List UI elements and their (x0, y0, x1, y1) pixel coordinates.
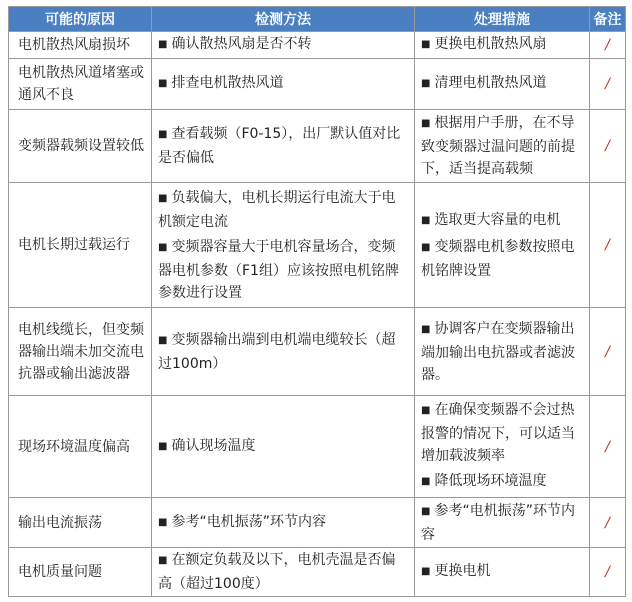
action-cell (415, 396, 590, 498)
bullet-icon: ■ (158, 129, 168, 140)
note-cell: / (590, 396, 626, 498)
action-item (421, 72, 584, 96)
bullet-icon: ■ (421, 78, 431, 89)
action-text: 变频器电机参数按照电机铭牌设置 (421, 238, 575, 279)
bullet-icon: ■ (158, 39, 168, 50)
note-cell: / (590, 110, 626, 183)
header-note: 备注 (590, 7, 626, 32)
check-item (158, 187, 409, 233)
table-row (9, 183, 626, 308)
check-item (158, 549, 409, 595)
action-cell (415, 498, 590, 548)
action-cell (415, 308, 590, 396)
check-text: 负载偏大，电机长期运行电流大于电机额定电流 (158, 189, 396, 230)
check-text: 在额定负载及以下，电机壳温是否偏高（超过100度） (158, 552, 396, 592)
check-cell (152, 110, 415, 183)
check-item (158, 329, 409, 375)
cause-cell: 电机散热风扇损坏 (9, 32, 152, 59)
action-item (421, 560, 584, 584)
table-row (9, 548, 626, 597)
header-check: 检测方法 (152, 7, 415, 32)
check-item (158, 72, 409, 96)
action-item (421, 470, 584, 494)
table-row (9, 396, 626, 498)
action-item (421, 112, 584, 180)
cause-cell: 输出电流振荡 (9, 498, 152, 548)
check-cell (152, 548, 415, 597)
check-cell (152, 308, 415, 396)
bullet-icon: ■ (158, 241, 168, 253)
bullet-icon: ■ (421, 118, 431, 129)
table-row (9, 308, 626, 396)
bullet-icon: ■ (421, 241, 431, 253)
action-text: 清理电机散热风道 (434, 75, 547, 91)
check-text: 确认散热风扇是否不转 (171, 36, 312, 52)
check-text: 变频器输出端到电机端电缆较长（超过100m） (158, 331, 396, 372)
check-item (158, 511, 409, 535)
check-cell (152, 32, 415, 59)
note-cell: / (590, 59, 626, 110)
bullet-icon: ■ (158, 555, 168, 566)
note-cell: / (590, 308, 626, 396)
bullet-icon: ■ (421, 505, 431, 517)
action-text: 选取更大容量的电机 (434, 211, 561, 228)
action-cell (415, 59, 590, 110)
action-text: 协调客户在变频器输出端加输出电抗器或者滤波器。 (421, 320, 575, 383)
note-cell: / (590, 548, 626, 597)
bullet-icon: ■ (421, 323, 431, 335)
note-cell: / (590, 183, 626, 308)
check-text: 排查电机散热风道 (171, 75, 284, 91)
action-cell (415, 548, 590, 597)
bullet-icon: ■ (158, 516, 168, 528)
bullet-icon: ■ (158, 334, 168, 346)
check-cell (152, 59, 415, 110)
action-item (421, 236, 584, 282)
action-item (421, 33, 584, 57)
action-text: 参考“电机振荡”环节内容 (421, 502, 575, 543)
bullet-icon: ■ (158, 78, 168, 89)
cause-cell: 变频器载频设置较低 (9, 110, 152, 183)
check-cell (152, 183, 415, 308)
cause-cell: 电机长期过载运行 (9, 183, 152, 308)
action-item (421, 399, 584, 467)
check-text: 参考“电机振荡”环节内容 (171, 513, 326, 530)
check-item (158, 435, 409, 459)
bullet-icon: ■ (421, 214, 431, 226)
table-row (9, 110, 626, 183)
bullet-icon: ■ (421, 405, 431, 416)
check-text: 查看载频（F0-15），出厂默认值对比是否偏低 (158, 126, 401, 166)
header-action: 处理措施 (415, 7, 590, 32)
bullet-icon: ■ (421, 476, 431, 487)
action-text: 更换电机 (434, 563, 491, 579)
cause-cell: 电机散热风道堵塞或通风不良 (9, 59, 152, 110)
bullet-icon: ■ (421, 566, 431, 577)
action-cell (415, 32, 590, 59)
check-cell (152, 498, 415, 548)
check-item (158, 123, 409, 169)
header-row (9, 7, 626, 32)
action-item (421, 209, 584, 233)
action-text: 降低现场环境温度 (434, 473, 547, 489)
bullet-icon: ■ (158, 192, 168, 204)
check-item (158, 236, 409, 304)
cause-cell: 电机线缆长，但变频器输出端未加交流电抗器或输出滤波器 (9, 308, 152, 396)
check-text: 确认现场温度 (171, 437, 256, 454)
action-text: 更换电机散热风扇 (434, 36, 547, 52)
check-text: 变频器容量大于电机容量场合，变频器电机参数（F1组）应该按照电机铭牌参数进行设置 (158, 238, 399, 301)
check-cell (152, 396, 415, 498)
action-text: 根据用户手册，在不导致变频器过温问题的前提下，适当提高载频 (421, 115, 575, 177)
bullet-icon: ■ (158, 440, 168, 452)
bullet-icon: ■ (421, 39, 431, 50)
action-text: 在确保变频器不会过热报警的情况下，可以适当增加载波频率 (421, 402, 575, 464)
check-item (158, 33, 409, 57)
note-cell: / (590, 32, 626, 59)
troubleshooting-table (8, 6, 626, 597)
action-cell (415, 110, 590, 183)
table-row (9, 32, 626, 59)
table-row (9, 59, 626, 110)
note-cell: / (590, 498, 626, 548)
action-cell (415, 183, 590, 308)
cause-cell: 现场环境温度偏高 (9, 396, 152, 498)
header-cause: 可能的原因 (9, 7, 152, 32)
action-item (421, 318, 584, 386)
cause-cell: 电机质量问题 (9, 548, 152, 597)
table-row (9, 498, 626, 548)
action-item (421, 500, 584, 546)
